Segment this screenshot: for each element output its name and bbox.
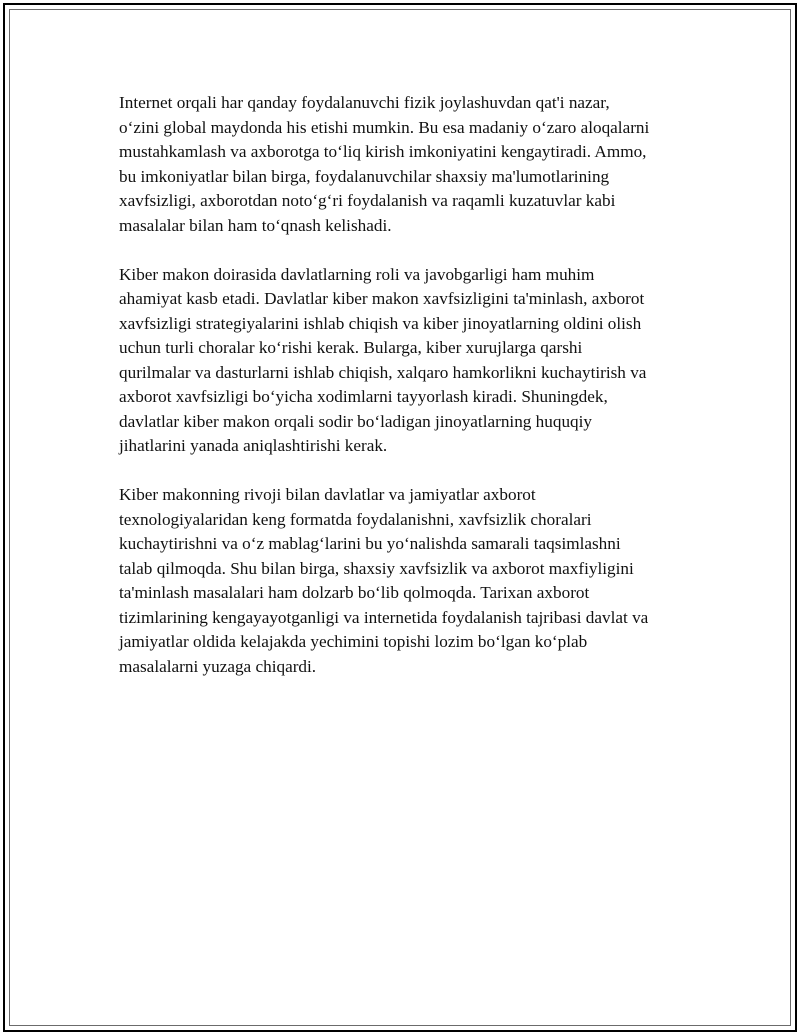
- document-body: [119, 91, 693, 704]
- paragraph-1: Internet orqali har qanday foydalanuvchi fizik joylashuvdan qat'i nazar, o‘zini global maydonda his etishi mumkin. Bu esa madaniy o‘zaro aloqalarni mustahkamlash va axborotga to‘liq kirish imkoniyatini kengaytiradi. Ammo, bu imkoniyatlar bilan birga, foydalanuvchilar shaxsiy ma'lumotlarining xavfsizligi, axborotdan noto‘g‘ri foydalanish va raqamli kuzatuvlar kabi masalalar bilan ham to‘qnash kelishadi.: [119, 93, 650, 235]
- paragraph-2: Kiber makon doirasida davlatlarning roli va javobgarligi ham muhim ahamiyat kasb etadi. Davlatlar kiber makon xavfsizligini ta'minlash, axborot xavfsizligi strategiyalarini ishlab chiqish va kiber jinoyatlarning oldini olish uchun turli choralar ko‘rishi kerak. Bularga, kiber xurujlarga qarshi qurilmalar va dasturlarni ishlab chiqish, xalqaro hamkorlikni kuchaytirish va axborot xavfsizligi bo‘yicha xodimlarni tayyorlash kiradi. Shuningdek, davlatlar kiber makon orqali sodir bo‘ladigan jinoyatlarning huquqiy jihatlarini yanada aniqlashtirishi kerak.: [119, 264, 647, 455]
- paragraph-3: Kiber makonning rivoji bilan davlatlar va jamiyatlar axborot texnologiyalaridan keng formatda foydalanishni, xavfsizlik choralari kuchaytirishni va o‘z mablag‘larini bu yo‘nalishda samarali taqsimlashni talab qilmoqda. Shu bilan birga, shaxsiy xavfsizlik va axborot maxfiyligini ta'minlash masalalari ham dolzarb bo‘lib qolmoqda. Tarixan axborot tizimlarining kengayayotganligi va internetida foydalanish tajribasi davlat va jamiyatlar oldida kelajakda yechimini topishi lozim bo‘lgan ko‘plab masalalarni yuzaga chiqardi.: [119, 485, 649, 676]
